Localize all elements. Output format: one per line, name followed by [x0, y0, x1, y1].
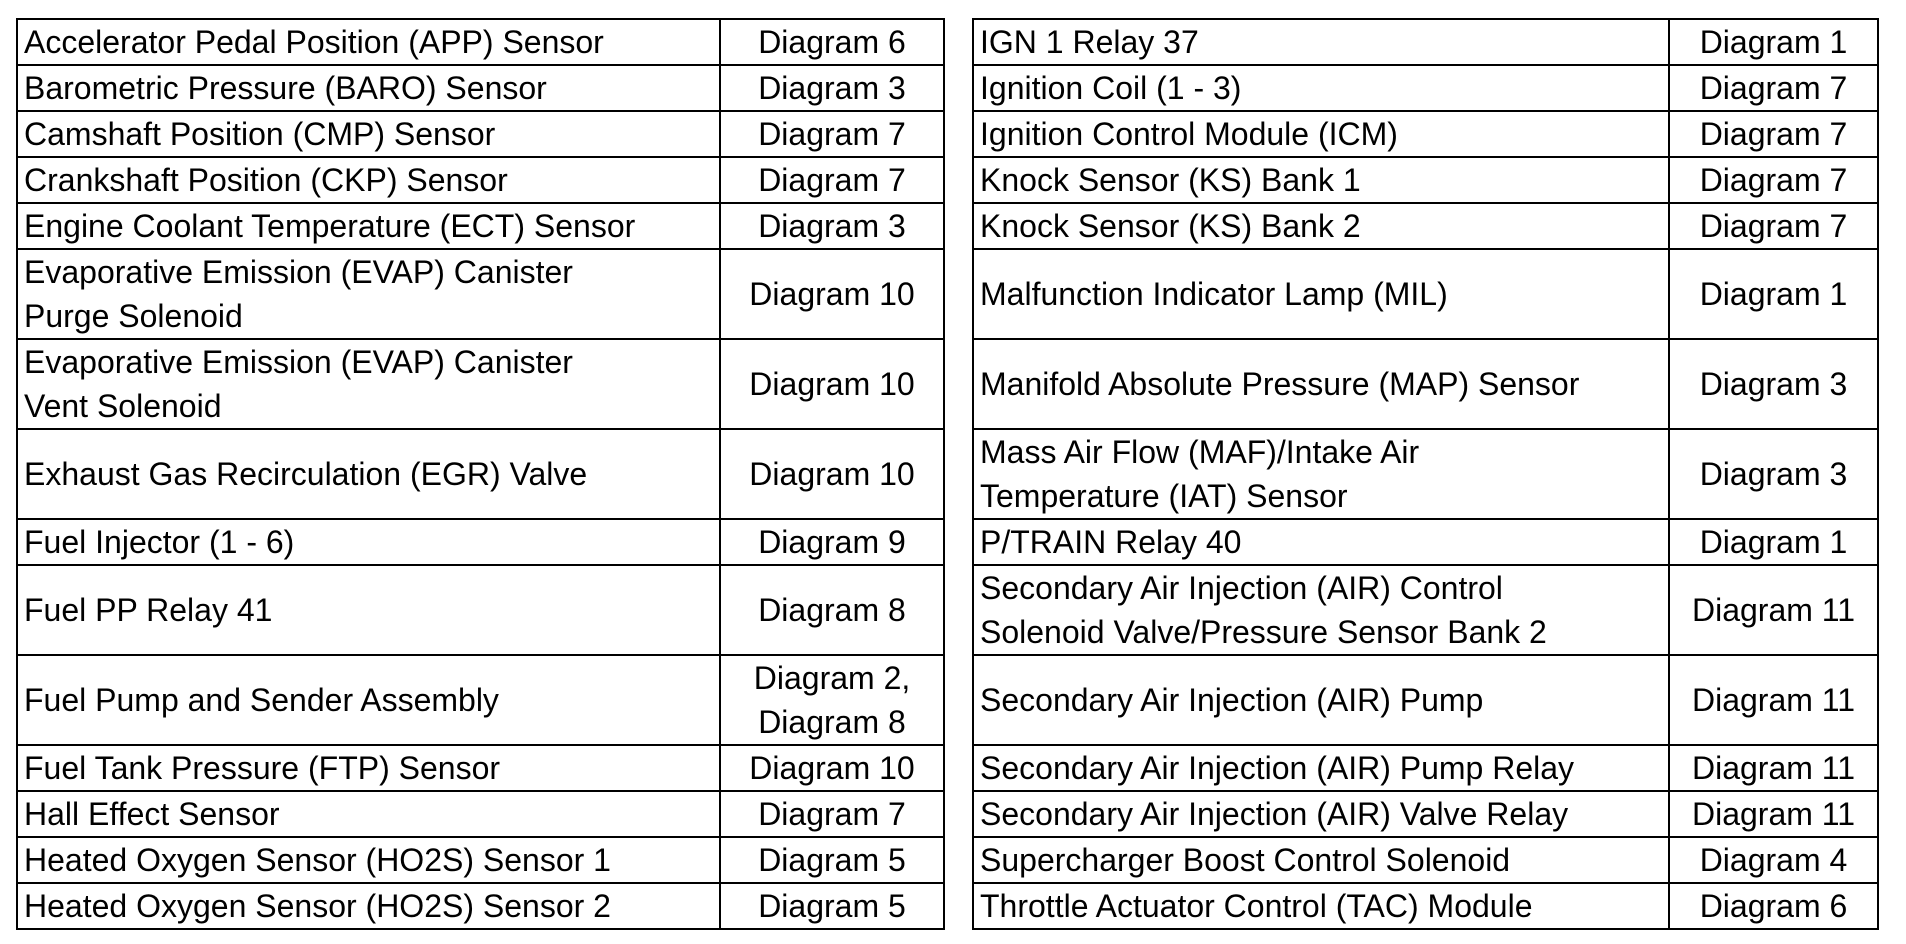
left-diagram-ref: Diagram 8	[720, 565, 944, 655]
right-diagram-ref: Diagram 7	[1669, 203, 1878, 249]
left-diagram-ref: Diagram 10	[720, 249, 944, 339]
column-gap	[944, 429, 973, 519]
table-row	[17, 565, 1878, 655]
right-diagram-ref: Diagram 11	[1669, 655, 1878, 745]
left-diagram-ref: Diagram 5	[720, 837, 944, 883]
right-diagram-ref: Diagram 1	[1669, 249, 1878, 339]
table-row	[17, 791, 1878, 837]
right-diagram-ref: Diagram 11	[1669, 745, 1878, 791]
left-component-name: Fuel PP Relay 41	[17, 565, 720, 655]
left-component-name: Fuel Injector (1 - 6)	[17, 519, 720, 565]
column-gap	[944, 519, 973, 565]
left-diagram-ref: Diagram 7	[720, 111, 944, 157]
right-diagram-ref: Diagram 1	[1669, 19, 1878, 65]
left-component-name: Engine Coolant Temperature (ECT) Sensor	[17, 203, 720, 249]
column-gap	[944, 565, 973, 655]
table-row	[17, 745, 1878, 791]
right-component-name: Secondary Air Injection (AIR) Control Solenoid Valve/Pressure Sensor Bank 2	[973, 565, 1669, 655]
right-component-name: Mass Air Flow (MAF)/Intake Air Temperature (IAT) Sensor	[973, 429, 1669, 519]
table-row	[17, 883, 1878, 929]
left-component-name: Fuel Pump and Sender Assembly	[17, 655, 720, 745]
left-component-name: Heated Oxygen Sensor (HO2S) Sensor 2	[17, 883, 720, 929]
table-row	[17, 519, 1878, 565]
column-gap	[944, 745, 973, 791]
left-component-name: Barometric Pressure (BARO) Sensor	[17, 65, 720, 111]
right-diagram-ref: Diagram 1	[1669, 519, 1878, 565]
column-gap	[944, 655, 973, 745]
left-diagram-ref: Diagram 5	[720, 883, 944, 929]
table-row	[17, 157, 1878, 203]
table-row	[17, 655, 1878, 745]
left-component-name: Exhaust Gas Recirculation (EGR) Valve	[17, 429, 720, 519]
left-diagram-ref: Diagram 10	[720, 339, 944, 429]
right-component-name: Malfunction Indicator Lamp (MIL)	[973, 249, 1669, 339]
right-diagram-ref: Diagram 4	[1669, 837, 1878, 883]
right-component-name: Ignition Coil (1 - 3)	[973, 65, 1669, 111]
right-component-name: Knock Sensor (KS) Bank 1	[973, 157, 1669, 203]
left-component-name: Hall Effect Sensor	[17, 791, 720, 837]
right-diagram-ref: Diagram 3	[1669, 339, 1878, 429]
right-diagram-ref: Diagram 11	[1669, 565, 1878, 655]
table-row	[17, 203, 1878, 249]
right-component-name: Manifold Absolute Pressure (MAP) Sensor	[973, 339, 1669, 429]
right-diagram-ref: Diagram 11	[1669, 791, 1878, 837]
left-component-name: Fuel Tank Pressure (FTP) Sensor	[17, 745, 720, 791]
column-gap	[944, 249, 973, 339]
column-gap	[944, 339, 973, 429]
right-diagram-ref: Diagram 3	[1669, 429, 1878, 519]
table-row	[17, 19, 1878, 65]
column-gap	[944, 837, 973, 883]
right-component-name: Ignition Control Module (ICM)	[973, 111, 1669, 157]
left-component-name: Evaporative Emission (EVAP) Canister Purge Solenoid	[17, 249, 720, 339]
table-row	[17, 249, 1878, 339]
right-component-name: Knock Sensor (KS) Bank 2	[973, 203, 1669, 249]
right-diagram-ref: Diagram 7	[1669, 157, 1878, 203]
right-component-name: Secondary Air Injection (AIR) Valve Relay	[973, 791, 1669, 837]
right-component-name: Secondary Air Injection (AIR) Pump Relay	[973, 745, 1669, 791]
right-component-name: Secondary Air Injection (AIR) Pump	[973, 655, 1669, 745]
component-locator-sheet	[16, 18, 1877, 924]
column-gap	[944, 19, 973, 65]
component-diagram-table	[16, 18, 1879, 930]
table-row	[17, 837, 1878, 883]
right-diagram-ref: Diagram 7	[1669, 111, 1878, 157]
column-gap	[944, 883, 973, 929]
left-diagram-ref: Diagram 7	[720, 791, 944, 837]
right-component-name: IGN 1 Relay 37	[973, 19, 1669, 65]
left-diagram-ref: Diagram 9	[720, 519, 944, 565]
left-component-name: Camshaft Position (CMP) Sensor	[17, 111, 720, 157]
left-diagram-ref: Diagram 6	[720, 19, 944, 65]
left-diagram-ref: Diagram 2, Diagram 8	[720, 655, 944, 745]
column-gap	[944, 65, 973, 111]
left-diagram-ref: Diagram 3	[720, 203, 944, 249]
right-component-name: P/TRAIN Relay 40	[973, 519, 1669, 565]
right-component-name: Throttle Actuator Control (TAC) Module	[973, 883, 1669, 929]
right-diagram-ref: Diagram 7	[1669, 65, 1878, 111]
column-gap	[944, 203, 973, 249]
table-row	[17, 429, 1878, 519]
table-row	[17, 339, 1878, 429]
right-component-name: Supercharger Boost Control Solenoid	[973, 837, 1669, 883]
column-gap	[944, 111, 973, 157]
table-row	[17, 111, 1878, 157]
table-row	[17, 65, 1878, 111]
left-component-name: Accelerator Pedal Position (APP) Sensor	[17, 19, 720, 65]
right-diagram-ref: Diagram 6	[1669, 883, 1878, 929]
left-component-name: Heated Oxygen Sensor (HO2S) Sensor 1	[17, 837, 720, 883]
left-diagram-ref: Diagram 10	[720, 429, 944, 519]
left-diagram-ref: Diagram 3	[720, 65, 944, 111]
left-component-name: Evaporative Emission (EVAP) Canister Vent Solenoid	[17, 339, 720, 429]
column-gap	[944, 791, 973, 837]
left-diagram-ref: Diagram 10	[720, 745, 944, 791]
left-component-name: Crankshaft Position (CKP) Sensor	[17, 157, 720, 203]
column-gap	[944, 157, 973, 203]
left-diagram-ref: Diagram 7	[720, 157, 944, 203]
